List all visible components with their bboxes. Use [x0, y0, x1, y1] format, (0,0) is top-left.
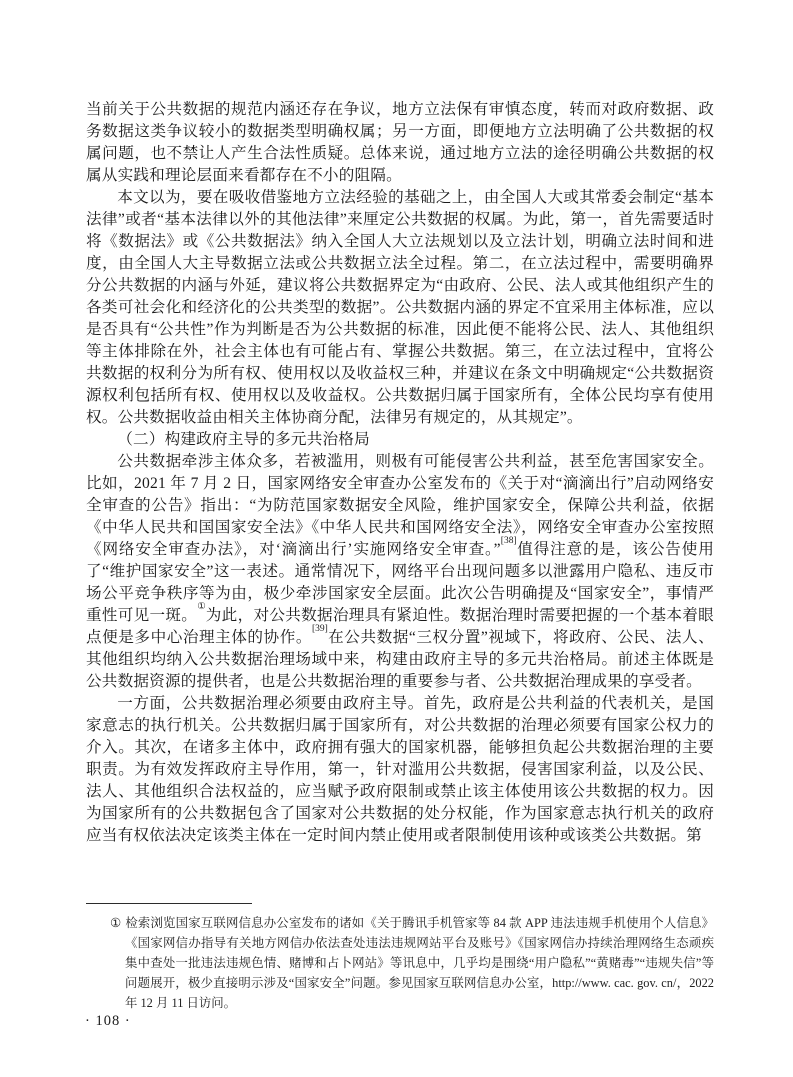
footnote-text: 检索浏览国家互联网信息办公室发布的诸如《关于腾讯手机管家等 84 款 APP 违法违规手机使用个人信息》《国家网信办指导有关地方网信办依法查处违法违规网站平台及账号》《国家网信办持续治理网络生态顽疾 集中查处一批违法违规色情、赌博和占卜网站》等讯息中，几乎均是围绕“用户隐私”“黄赌毒”“违规失信”等问题展开，极少直接明示涉及“国家安全”问题。参见国家互联网信息办公室，http://www. cac. gov. cn/，2022 年 12 月 11 日访问。 — [125, 916, 714, 1010]
paragraph — [86, 187, 714, 429]
article-body — [86, 99, 714, 847]
footnote-marker: ① — [110, 916, 122, 930]
footnote-ref: [39] — [311, 623, 328, 634]
footnote-ref: [38] — [500, 535, 517, 546]
page-number: · 108 · — [85, 1013, 131, 1029]
paragraph — [86, 99, 714, 187]
text-run: 为此，对公共数据治理具有紧迫性。数据治理时需要把握的一个基本着眼点便是多中心治理主体的协作。 — [86, 607, 714, 646]
footnote-ref: ① — [197, 601, 206, 612]
text-run: 值得注意的是，该公告使用了“维护国家安全”这一表述。通常情况下，网络平台出现问题多以泄露用户隐私、违反市场公平竞争秩序等为由，极少牵涉国家安全层面。此次公告明确提及“国家安全”，事情严重性可见一斑。 — [86, 541, 714, 624]
footnote-separator — [86, 903, 252, 904]
footnote-section — [86, 891, 714, 1013]
text-run: （二）构建政府主导的多元共治格局 — [117, 431, 370, 448]
text-run: 在公共数据“三权分置”视域下，将政府、公民、法人、其他组织均纳入公共数据治理场域中来，构建由政府主导的多元共治格局。前述主体既是公共数据资源的提供者，也是公共数据治理的重要参与者、公共数据治理成果的享受者。 — [86, 629, 714, 690]
section-heading — [86, 429, 714, 451]
text-run: 公共数据牵涉主体众多，若被滥用，则极有可能侵害公共利益，甚至危害国家安全。比如，2021 年 7 月 2 日，国家网络安全审查办公室发布的《关于对“滴滴出行”启动网络安全审查的公告》指出：“为防范国家数据安全风险，维护国家安全，保障公共利益，依据《中华人民共和国国家安全法》《中华人民共和国网络安全法》，网络安全审查办公室按照《网络安全审查办法》，对‘滴滴出行’实施网络安全审查。” — [86, 453, 714, 558]
text-run: 一方面，公共数据治理必须要由政府主导。首先，政府是公共利益的代表机关，是国家意志的执行机关。公共数据归属于国家所有，对公共数据的治理必须要有国家公权力的介入。其次，在诸多主体中，政府拥有强大的国家机器，能够担负起公共数据治理的主要职责。为有效发挥政府主导作用，第一，针对滥用公共数据，侵害国家利益，以及公民、法人、其他组织合法权益的，应当赋予政府限制或禁止该主体使用该公共数据的权力。因为国家所有的公共数据包含了国家对公共数据的处分权能，作为国家意志执行机关的政府应当有权依法决定该类主体在一定时间内禁止使用或者限制使用该种或该类公共数据。第 — [86, 695, 714, 844]
text-run: 当前关于公共数据的规范内涵还存在争议，地方立法保有审慎态度，转而对政府数据、政务数据这类争议较小的数据类型明确权属；另一方面，即便地方立法明确了公共数据的权属问题，也不禁让人产生合法性质疑。总体来说，通过地方立法的途径明确公共数据的权属从实践和理论层面来看都存在不小的阻隔。 — [86, 101, 714, 184]
paragraph — [86, 451, 714, 693]
footnote — [110, 913, 714, 1013]
text-run: 本文以为，要在吸收借鉴地方立法经验的基础之上，由全国人大或其常委会制定“基本法律”或者“基本法律以外的其他法律”来厘定公共数据的权属。为此，第一，首先需要适时将《数据法》或《公共数据法》纳入全国人大立法规划以及立法计划，明确立法时间和进度，由全国人大主导数据立法或公共数据立法全过程。第二，在立法过程中，需要明确界分公共数据的内涵与外延，建议将公共数据界定为“由政府、公民、法人或其他组织产生的各类可社会化和经济化的公共类型的数据”。公共数据内涵的界定不宜采用主体标准，应以是否具有“公共性”作为判断是否为公共数据的标准，因此便不能将公民、法人、其他组织等主体排除在外，社会主体也有可能占有、掌握公共数据。第三，在立法过程中，宜将公共数据的权利分为所有权、使用权以及收益权三种，并建议在条文中明确规定“公共数据资源权利包括所有权、使用权以及收益权。公共数据归属于国家所有，全体公民均享有使用权。公共数据收益由相关主体协商分配，法律另有规定的，从其规定”。 — [86, 189, 714, 426]
paragraph — [86, 693, 714, 847]
